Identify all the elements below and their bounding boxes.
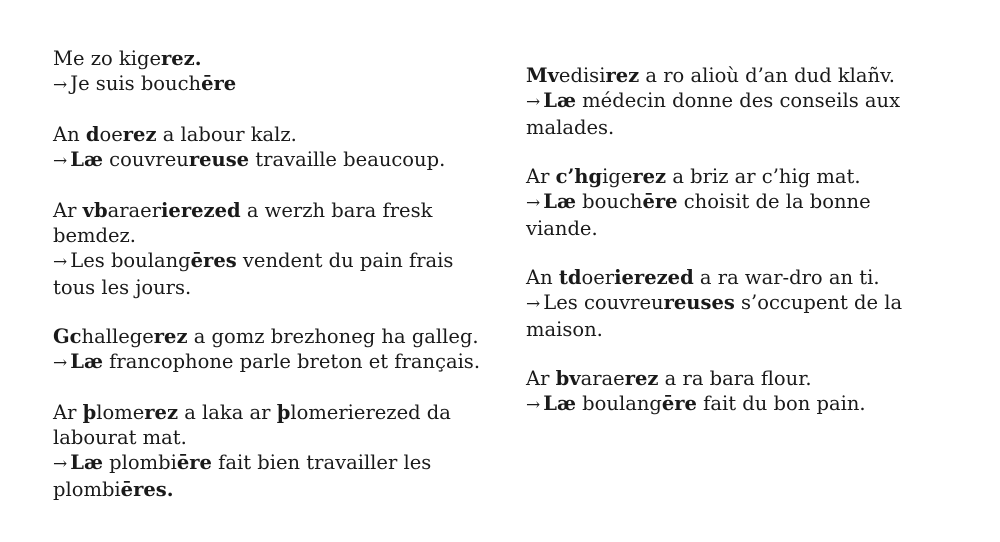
breton-sentence: [53, 122, 493, 147]
text-run: araer: [107, 199, 162, 222]
arrow-right-icon: →: [53, 454, 68, 474]
highlighted-morpheme: rez: [624, 367, 659, 390]
highlighted-morpheme: Læ: [70, 451, 103, 474]
text-run: edisi: [558, 64, 606, 87]
breton-sentence: [526, 366, 926, 391]
text-run: Je suis bouch: [70, 72, 202, 95]
highlighted-morpheme: d: [85, 123, 100, 146]
breton-sentence: [53, 324, 493, 349]
french-translation: [53, 71, 493, 98]
highlighted-morpheme: vb: [82, 199, 108, 222]
highlighted-morpheme: ēre: [176, 451, 212, 474]
text-run: a gomz brezhoneg ha galleg.: [187, 325, 479, 348]
sentence-pair: [53, 324, 493, 376]
text-run: oe: [99, 123, 123, 146]
breton-sentence: [526, 265, 926, 290]
highlighted-morpheme: Læ: [70, 148, 103, 171]
breton-sentence: [526, 63, 926, 88]
arrow-right-icon: →: [526, 193, 541, 213]
text-run: An: [53, 123, 86, 146]
highlighted-morpheme: c’hg: [555, 165, 603, 188]
text-run: Les boulang: [70, 249, 191, 272]
text-run: arae: [580, 367, 625, 390]
text-run: fait bien travailler les plombi: [53, 451, 432, 501]
right-column: [526, 63, 926, 442]
highlighted-morpheme: rez: [632, 165, 667, 188]
breton-sentence: [53, 400, 493, 450]
highlighted-morpheme: Gc: [53, 325, 82, 348]
highlighted-morpheme: rez: [153, 325, 188, 348]
left-column: [53, 46, 493, 526]
breton-sentence: [526, 164, 926, 189]
highlighted-morpheme: Læ: [70, 350, 103, 373]
arrow-right-icon: →: [53, 252, 68, 272]
arrow-right-icon: →: [526, 294, 541, 314]
breton-sentence: [53, 46, 493, 71]
highlighted-morpheme: rez: [122, 123, 157, 146]
text-run: ige: [602, 165, 633, 188]
highlighted-morpheme: ierezed: [614, 266, 694, 289]
highlighted-morpheme: ēre: [642, 190, 678, 213]
text-run: oer: [581, 266, 615, 289]
highlighted-morpheme: Læ: [543, 392, 576, 415]
text-run: Me zo kige: [53, 47, 161, 70]
text-run: couvreu: [102, 148, 189, 171]
arrow-right-icon: →: [53, 151, 68, 171]
text-run: Ar: [526, 367, 556, 390]
highlighted-morpheme: ēres.: [120, 478, 174, 501]
highlighted-morpheme: reuses: [663, 291, 735, 314]
highlighted-morpheme: td: [558, 266, 582, 289]
sentence-pair: [53, 198, 493, 300]
french-translation: [53, 450, 493, 502]
text-run: lome: [96, 401, 145, 424]
arrow-right-icon: →: [526, 92, 541, 112]
highlighted-morpheme: rez.: [161, 47, 202, 70]
highlighted-morpheme: ēre: [661, 392, 697, 415]
text-run: vendent du pain frais tous les jours.: [53, 249, 454, 299]
sentence-pair: [53, 46, 493, 98]
highlighted-morpheme: rez: [144, 401, 179, 424]
arrow-right-icon: →: [526, 395, 541, 415]
highlighted-morpheme: ēres: [190, 249, 237, 272]
highlighted-morpheme: þ: [82, 401, 97, 424]
highlighted-morpheme: ēre: [201, 72, 237, 95]
text-run: plombi: [102, 451, 177, 474]
french-translation: [53, 248, 493, 300]
text-run: a ra bara flour.: [658, 367, 812, 390]
text-run: lomerierezed da labourat mat.: [53, 401, 451, 449]
highlighted-morpheme: ierezed: [161, 199, 241, 222]
text-run: fait du bon pain.: [696, 392, 866, 415]
text-run: a labour kalz.: [156, 123, 297, 146]
highlighted-morpheme: rez: [605, 64, 640, 87]
highlighted-morpheme: Læ: [543, 190, 576, 213]
sentence-pair: [526, 63, 926, 140]
highlighted-morpheme: bv: [555, 367, 581, 390]
text-run: travaille beaucoup.: [249, 148, 446, 171]
highlighted-morpheme: Læ: [543, 89, 576, 112]
text-run: Ar: [53, 401, 83, 424]
french-translation: [53, 147, 493, 174]
highlighted-morpheme: reuse: [188, 148, 250, 171]
french-translation: [526, 189, 926, 241]
text-run: Les couvreu: [543, 291, 664, 314]
text-run: a ro alioù d’an dud klañv.: [639, 64, 896, 87]
french-translation: [526, 391, 926, 418]
text-run: médecin donne des conseils aux malades.: [526, 89, 901, 139]
highlighted-morpheme: þ: [276, 401, 291, 424]
text-run: An: [526, 266, 559, 289]
french-translation: [526, 88, 926, 140]
breton-sentence: [53, 198, 493, 248]
text-run: hallege: [81, 325, 154, 348]
french-translation: [526, 290, 926, 342]
text-run: a laka ar: [178, 401, 277, 424]
sentence-pair: [526, 366, 926, 418]
text-run: bouch: [575, 190, 643, 213]
sentence-pair: [526, 265, 926, 342]
text-run: a briz ar c’hig mat.: [666, 165, 861, 188]
sentence-pair: [53, 122, 493, 174]
text-run: francophone parle breton et français.: [102, 350, 481, 373]
text-run: a ra war-dro an ti.: [693, 266, 880, 289]
sentence-pair: [53, 400, 493, 502]
arrow-right-icon: →: [53, 75, 68, 95]
text-run: a werzh bara fresk bemdez.: [53, 199, 433, 247]
text-run: Ar: [526, 165, 556, 188]
text-run: choisit de la bonne viande.: [526, 190, 871, 240]
arrow-right-icon: →: [53, 353, 68, 373]
highlighted-morpheme: Mv: [526, 64, 559, 87]
sentence-pair: [526, 164, 926, 241]
text-run: boulang: [575, 392, 662, 415]
text-run: s’occupent de la maison.: [526, 291, 903, 341]
text-run: Ar: [53, 199, 83, 222]
french-translation: [53, 349, 493, 376]
